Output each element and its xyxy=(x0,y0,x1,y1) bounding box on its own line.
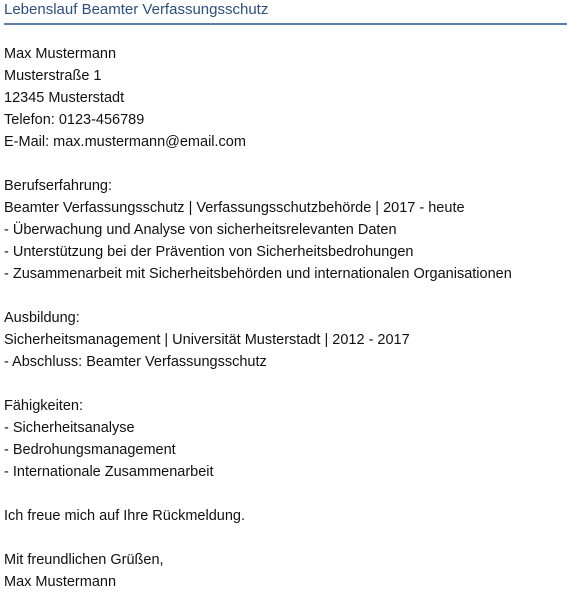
experience-position: Beamter Verfassungsschutz | Verfassungsschutzbehörde | 2017 - heute xyxy=(4,200,465,216)
education-heading: Ausbildung: xyxy=(4,310,80,326)
spacer xyxy=(4,483,512,505)
signature-name: Max Mustermann xyxy=(4,574,117,590)
spacer xyxy=(4,373,512,395)
experience-bullet: - Überwachung und Analyse von sicherheitsrelevanten Daten xyxy=(4,222,397,238)
education-bullet: - Abschluss: Beamter Verfassungsschutz xyxy=(4,354,267,370)
skills-bullet: - Internationale Zusammenarbeit xyxy=(4,464,214,480)
contact-name: Max Mustermann xyxy=(4,46,117,62)
closing-statement: Ich freue mich auf Ihre Rückmeldung. xyxy=(4,508,245,524)
experience-bullet: - Zusammenarbeit mit Sicherheitsbehörden und internationalen Organisationen xyxy=(4,266,512,282)
contact-email: E-Mail: max.mustermann@email.com xyxy=(4,134,246,150)
spacer xyxy=(4,285,512,307)
contact-street: Musterstraße 1 xyxy=(4,68,102,84)
experience-heading: Berufserfahrung: xyxy=(4,178,113,194)
skills-bullet: - Bedrohungsmanagement xyxy=(4,442,176,458)
spacer xyxy=(4,153,512,175)
experience-section xyxy=(4,175,512,285)
education-entry: Sicherheitsmanagement | Universität Musterstadt | 2012 - 2017 xyxy=(4,332,410,348)
closing-salutation: Mit freundlichen Grüßen, xyxy=(4,552,164,568)
spacer xyxy=(4,527,512,549)
document-title: Lebenslauf Beamter Verfassungsschutz xyxy=(4,1,269,18)
experience-bullet: - Unterstützung bei der Prävention von Sicherheitsbedrohungen xyxy=(4,244,414,260)
document-body xyxy=(4,43,512,593)
contact-phone: Telefon: 0123-456789 xyxy=(4,112,145,128)
contact-city: 12345 Musterstadt xyxy=(4,90,125,106)
education-section xyxy=(4,307,512,373)
title-underline xyxy=(4,23,567,25)
skills-bullet: - Sicherheitsanalyse xyxy=(4,420,135,436)
skills-section xyxy=(4,395,512,483)
contact-block xyxy=(4,43,512,153)
closing-section xyxy=(4,505,512,593)
skills-heading: Fähigkeiten: xyxy=(4,398,83,414)
